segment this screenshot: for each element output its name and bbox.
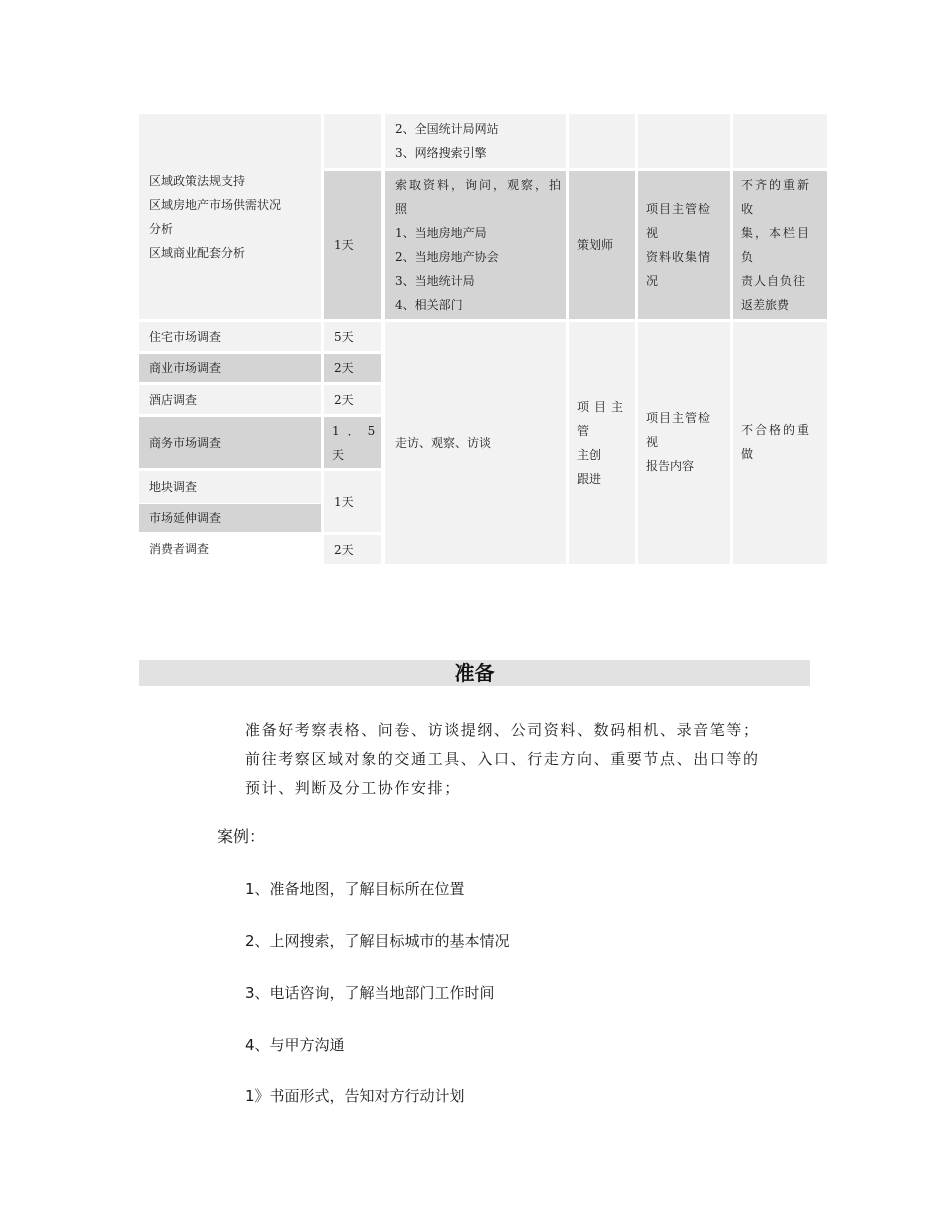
penalty-line: 负 — [741, 250, 754, 264]
case-label: 案例： — [217, 827, 266, 846]
survey-item-label: 消费者调查 — [149, 541, 210, 556]
survey-owner-cell — [569, 322, 635, 564]
survey-item-cell — [139, 417, 321, 468]
case-item: 1、准备地图，了解目标所在位置 — [245, 880, 465, 898]
survey-days: 2天 — [334, 392, 354, 407]
method-line: 2、当地房地产协会 — [395, 250, 499, 264]
region-item-line: 区域房地产市场供需状况 — [149, 198, 282, 212]
method-line: 照 — [395, 202, 408, 216]
penalty-line: 不合格的重 — [741, 423, 812, 437]
survey-item-cell — [139, 385, 321, 414]
survey-days-cell — [324, 535, 381, 564]
method-line: 4、相关部门 — [395, 298, 463, 312]
case-item: 3、电话咨询，了解当地部门工作时间 — [245, 984, 495, 1002]
survey-item-label: 市场延伸调查 — [149, 511, 222, 525]
method-line: 2、全国统计局网站 — [395, 122, 499, 136]
method-line: 索取资料，询问，观察，拍 — [395, 178, 564, 192]
region-item-line: 区域政策法规支持 — [149, 174, 246, 188]
paragraph-line: 准备好考察表格、问卷、访谈提纲、公司资料、数码相机、录音笔等； — [245, 721, 760, 739]
top-method-cell — [385, 114, 566, 168]
survey-days-cell — [324, 322, 381, 351]
section-paragraph — [245, 716, 815, 803]
owner-line: 跟进 — [577, 472, 602, 486]
survey-item-label: 酒店调查 — [149, 392, 198, 407]
check-line: 视 — [646, 226, 659, 240]
check-line: 视 — [646, 435, 659, 449]
region-penalty-cell — [733, 171, 827, 319]
survey-method: 走访、观察、访谈 — [395, 436, 492, 450]
survey-days-cell — [324, 471, 381, 532]
top-days-cell — [324, 114, 381, 168]
case-item: 4、与甲方沟通 — [245, 1036, 345, 1054]
survey-item-cell — [139, 354, 321, 382]
survey-item-cell — [139, 322, 321, 351]
region-days-cell — [324, 171, 381, 319]
region-days: 1天 — [334, 238, 354, 252]
survey-days: 2天 — [334, 361, 354, 375]
top-owner-cell — [569, 114, 635, 168]
paragraph-line: 预计、判断及分工协作安排； — [245, 779, 461, 797]
survey-days-line: 天 — [332, 448, 345, 462]
survey-days-cell — [324, 354, 381, 382]
region-owner-cell — [569, 171, 635, 319]
survey-days: 5天 — [334, 329, 354, 344]
check-line: 况 — [646, 274, 659, 288]
case-item: 2、上网搜索，了解目标城市的基本情况 — [245, 932, 510, 950]
survey-days-cell — [324, 385, 381, 414]
region-owner: 策划师 — [577, 238, 614, 252]
survey-item-label: 地块调查 — [149, 480, 198, 494]
survey-days: 1天 — [334, 494, 354, 509]
penalty-line: 集，本栏目 — [741, 226, 812, 240]
top-check-cell — [638, 114, 730, 168]
region-method-cell — [385, 171, 566, 319]
owner-line: 主创 — [577, 448, 602, 462]
region-item-line: 分析 — [149, 222, 174, 236]
survey-penalty-cell — [733, 322, 827, 564]
survey-method-cell — [385, 322, 566, 564]
survey-item-cell — [139, 504, 321, 532]
survey-days-cell — [324, 417, 384, 468]
survey-item-cell — [139, 471, 321, 503]
method-line: 1、当地房地产局 — [395, 226, 487, 240]
owner-line: 管 — [577, 424, 590, 438]
check-line: 报告内容 — [646, 459, 695, 473]
check-line: 资料收集情 — [646, 250, 712, 264]
penalty-line: 责人自负往 — [741, 274, 807, 288]
case-item: 1》书面形式，告知对方行动计划 — [245, 1087, 465, 1105]
check-line: 项目主管检 — [646, 202, 712, 216]
region-item-cell — [139, 114, 321, 319]
method-line: 3、网络搜索引擎 — [395, 146, 487, 160]
survey-item-label: 商务市场调查 — [149, 435, 222, 450]
survey-check-cell — [638, 322, 730, 564]
region-item-line: 区域商业配套分析 — [149, 246, 246, 260]
section-title: 准备 — [139, 660, 810, 686]
top-penalty-cell — [733, 114, 827, 168]
survey-days: 2天 — [334, 542, 354, 557]
paragraph-line: 前往考察区域对象的交通工具、入口、行走方向、重要节点、出口等的 — [245, 750, 760, 768]
check-line: 项目主管检 — [646, 411, 712, 425]
penalty-line: 不齐的重新 — [741, 178, 812, 192]
survey-item-label: 住宅市场调查 — [149, 329, 222, 344]
penalty-line: 收 — [741, 202, 754, 216]
owner-line: 项目主 — [577, 400, 629, 414]
penalty-line: 做 — [741, 447, 754, 461]
survey-item-label: 商业市场调查 — [149, 361, 222, 375]
survey-item-cell — [139, 533, 321, 564]
region-check-cell — [638, 171, 730, 319]
method-line: 3、当地统计局 — [395, 274, 475, 288]
penalty-line: 返差旅费 — [741, 298, 790, 312]
survey-days-line: 1．5 — [332, 424, 384, 438]
